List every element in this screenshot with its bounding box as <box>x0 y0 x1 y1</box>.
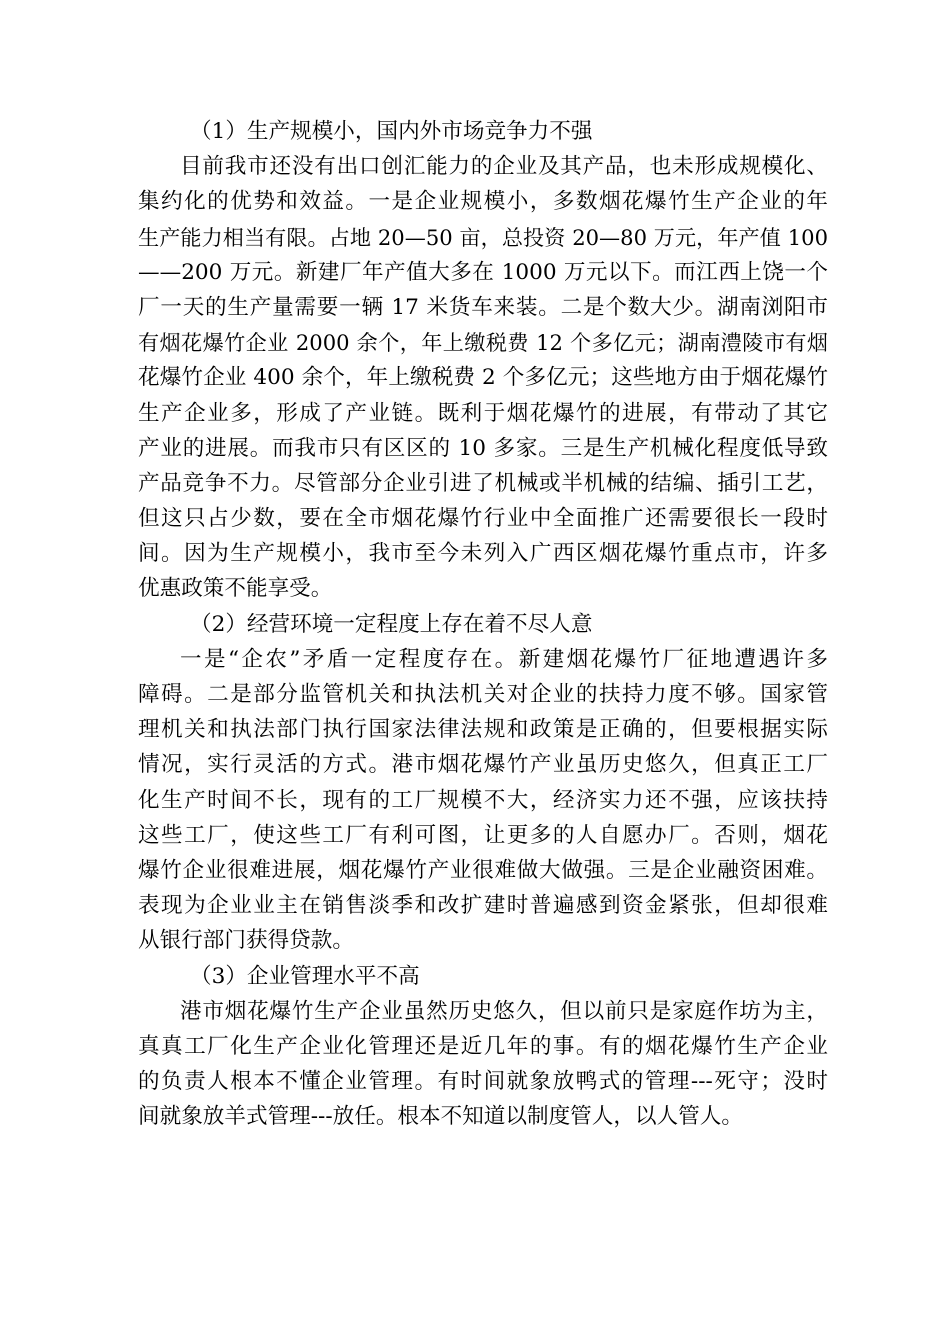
paragraph-line: 但这只占少数，要在全市烟花爆竹行业中全面推广还需要很长一段时 <box>138 506 828 532</box>
paragraph-1 <box>138 149 828 606</box>
paragraph-line: 花爆竹企业 400 余个，年上缴税费 2 个多亿元；这些地方由于烟花爆竹 <box>138 365 828 391</box>
section-heading-1: （1）生产规模小，国内外市场竞争力不强 <box>190 119 593 144</box>
paragraph-2 <box>138 642 828 959</box>
paragraph-line: 化生产时间不长，现有的工厂规模不大，经济实力还不强，应该扶持 <box>138 787 828 813</box>
paragraph-line: 爆竹企业很难进展，烟花爆竹产业很难做大做强。三是企业融资困难。 <box>138 857 828 883</box>
paragraph-line: 障碍。二是部分监管机关和执法机关对企业的扶持力度不够。国家管 <box>138 682 828 707</box>
paragraph-line: 理机关和执法部门执行国家法律法规和政策是正确的，但要根据实际 <box>138 717 828 743</box>
paragraph-line: ——200 万元。新建厂年产值大多在 1000 万元以下。而江西上饶一个 <box>138 259 828 285</box>
paragraph-line: 表现为企业业主在销售淡季和改扩建时普遍感到资金紧张，但却很难 <box>138 893 828 919</box>
paragraph-line: 目前我市还没有出口创汇能力的企业及其产品，也未形成规模化、 <box>180 154 828 180</box>
paragraph-line: 从银行部门获得贷款。 <box>138 928 354 954</box>
paragraph-line: 间就象放羊式管理---放任。根本不知道以制度管人，以人管人。 <box>138 1104 743 1130</box>
paragraph-line: 生产企业多，形成了产业链。既利于烟花爆竹的进展，有带动了其它 <box>138 400 828 426</box>
paragraph-line: 集约化的优势和效益。一是企业规模小，多数烟花爆竹生产企业的年 <box>138 189 828 215</box>
paragraph-line: 情况，实行灵活的方式。港市烟花爆竹产业虽历史悠久，但真正工厂 <box>138 752 828 778</box>
paragraph-line: 的负责人根本不懂企业管理。有时间就象放鸭式的管理---死守；没时 <box>138 1069 828 1095</box>
section-heading-3: （3）企业管理水平不高 <box>190 963 420 989</box>
paragraph-line: 间。因为生产规模小，我市至今未列入广西区烟花爆竹重点市，许多 <box>138 541 828 567</box>
paragraph-line: 这些工厂，使这些工厂有利可图，让更多的人自愿办厂。否则，烟花 <box>138 822 828 848</box>
paragraph-line: 产品竞争不力。尽管部分企业引进了机械或半机械的结编、插引工艺， <box>138 470 828 496</box>
paragraph-line: 厂一天的生产量需要一辆 17 米货车来装。二是个数大少。湖南浏阳市 <box>138 294 828 320</box>
paragraph-line: 优惠政策不能享受。 <box>138 576 333 602</box>
paragraph-line: 生产能力相当有限。占地 20—50 亩，总投资 20—80 万元，年产值 100 <box>138 224 828 250</box>
section-heading-2: （2）经营环境一定程度上存在着不尽人意 <box>190 611 593 637</box>
paragraph-line: 有烟花爆竹企业 2000 余个，年上缴税费 12 个多亿元；湖南澧陵市有烟 <box>138 330 828 356</box>
paragraph-line: 港市烟花爆竹生产企业虽然历史悠久，但以前只是家庭作坊为主， <box>180 998 828 1024</box>
paragraph-line: 一是“企农”矛盾一定程度存在。新建烟花爆竹厂征地遭遇许多 <box>180 646 828 672</box>
document-body <box>138 114 828 1134</box>
paragraph-line: 产业的进展。而我市只有区区的 10 多家。三是生产机械化程度低导致 <box>138 435 828 461</box>
paragraph-line: 真真工厂化生产企业化管理还是近几年的事。有的烟花爆竹生产企业 <box>138 1033 828 1059</box>
paragraph-3 <box>138 994 828 1135</box>
